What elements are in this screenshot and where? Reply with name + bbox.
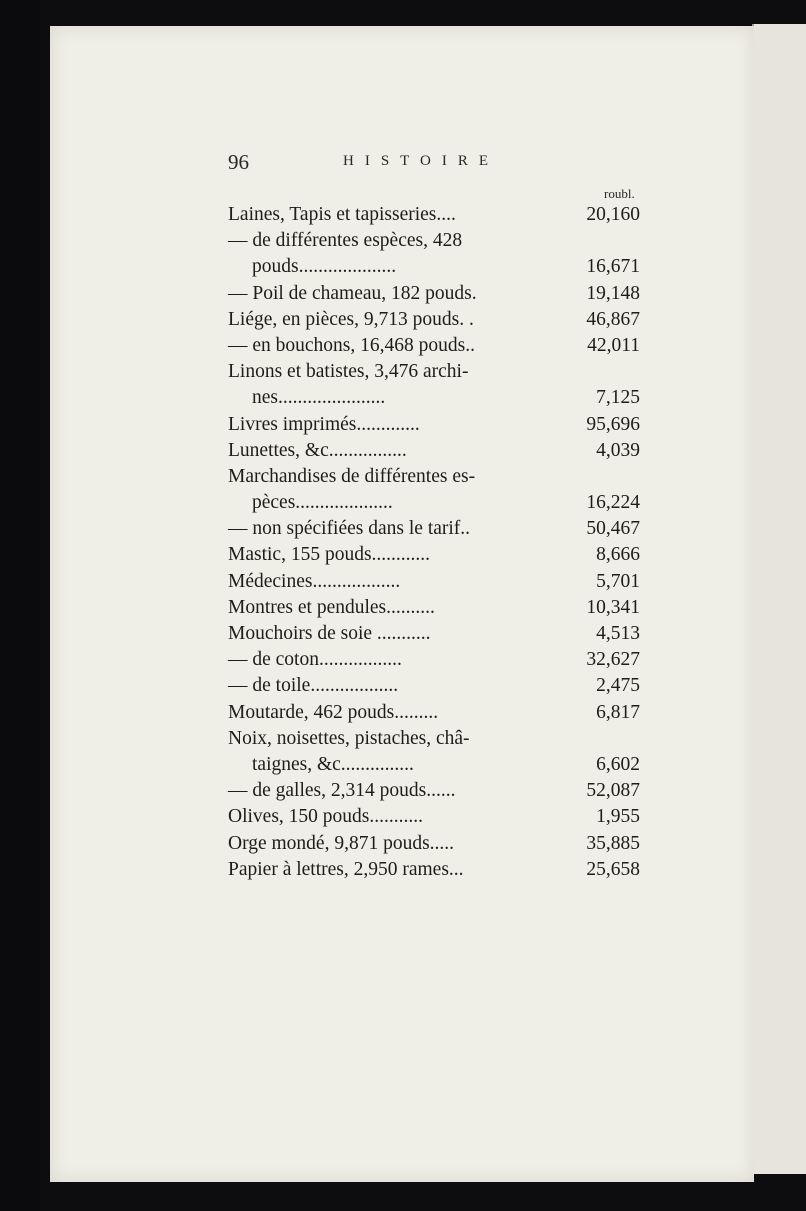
ledger-row: [228, 752, 640, 778]
ledger-row: [228, 700, 640, 726]
ledger-row: [228, 464, 640, 490]
item-description: pouds....................: [252, 256, 397, 278]
item-value: 4,513: [596, 623, 640, 644]
ledger-row: [228, 621, 640, 647]
item-description: Mouchoirs de soie ...........: [228, 623, 431, 644]
ledger-row: [228, 412, 640, 438]
item-description: Linons et batistes, 3,476 archi-: [228, 361, 469, 383]
item-value: 4,039: [596, 439, 640, 461]
ledger-row: [228, 569, 640, 595]
item-description: nes......................: [252, 387, 386, 409]
ledger-row: [228, 254, 640, 280]
item-value: 42,011: [587, 334, 640, 356]
item-description: Marchandises de différentes es-: [228, 465, 476, 487]
item-description: Mastic, 155 pouds............: [228, 544, 431, 566]
item-description: Orge mondé, 9,871 pouds.....: [228, 832, 455, 854]
item-value: 32,627: [586, 649, 640, 671]
ledger-row: [228, 673, 640, 699]
item-description: taignes, &c...............: [252, 753, 414, 775]
ledger-row: [228, 647, 640, 673]
running-head-title: HISTOIRE: [343, 153, 500, 169]
item-description: Noix, noisettes, pistaches, châ-: [228, 727, 470, 749]
item-value: 35,885: [586, 832, 640, 854]
facing-page-edge: [752, 24, 806, 1174]
ledger-row: [228, 228, 640, 254]
item-description: — non spécifiées dans le tarif..: [228, 518, 471, 540]
item-value: 10,341: [586, 596, 640, 618]
item-description: Olives, 150 pouds...........: [228, 806, 423, 828]
ledger-row: [228, 385, 640, 411]
item-value: 6,602: [596, 753, 640, 775]
item-description: — de galles, 2,314 pouds......: [228, 780, 456, 802]
ledger-row: [228, 359, 640, 385]
item-description: Montres et pendules..........: [228, 596, 435, 618]
ledger-row: [228, 307, 640, 333]
ledger-row: [228, 202, 640, 228]
item-value: 95,696: [586, 413, 640, 435]
running-head: [228, 150, 638, 176]
item-value: 5,701: [596, 570, 640, 592]
item-value: 16,671: [586, 256, 640, 278]
item-description: — de différentes espèces, 428: [228, 230, 463, 252]
item-description: — Poil de chameau, 182 pouds.: [228, 282, 477, 304]
item-value: 8,666: [596, 544, 640, 566]
ledger-row: [228, 516, 640, 542]
goods-value-list: [228, 202, 640, 883]
ledger-row: [228, 595, 640, 621]
ledger-row: [228, 831, 640, 857]
ledger-row: [228, 490, 640, 516]
item-description: Médecines..................: [228, 570, 401, 592]
item-value: 1,955: [596, 806, 640, 828]
item-description: — de toile..................: [228, 675, 399, 697]
item-value: 16,224: [586, 492, 640, 514]
item-value: 46,867: [586, 308, 640, 330]
ledger-row: [228, 726, 640, 752]
item-description: Liége, en pièces, 9,713 pouds. .: [228, 308, 474, 330]
item-value: 2,475: [596, 675, 640, 697]
item-description: Laines, Tapis et tapisseries....: [228, 204, 456, 225]
currency-unit-label: roubl.: [604, 186, 635, 201]
ledger-row: [228, 804, 640, 830]
item-description: — en bouchons, 16,468 pouds..: [228, 334, 475, 356]
item-value: 50,467: [586, 518, 640, 540]
page-number: 96: [228, 150, 249, 174]
item-description: pèces....................: [252, 492, 393, 514]
ledger-row: [228, 778, 640, 804]
item-value: 7,125: [596, 387, 640, 409]
book-binding-shadow: [0, 0, 40, 1211]
ledger-row: [228, 857, 640, 883]
item-value: 25,658: [586, 858, 640, 880]
item-description: Livres imprimés.............: [228, 413, 420, 435]
item-description: Moutarde, 462 pouds.........: [228, 701, 439, 723]
item-value: 20,160: [586, 204, 640, 225]
item-value: 19,148: [586, 282, 640, 304]
item-description: Lunettes, &c................: [228, 439, 407, 461]
item-value: 52,087: [586, 780, 640, 802]
ledger-row: [228, 438, 640, 464]
ledger-row: [228, 281, 640, 307]
item-value: 6,817: [596, 701, 640, 723]
ledger-row: [228, 542, 640, 568]
item-description: — de coton.................: [228, 649, 402, 671]
item-description: Papier à lettres, 2,950 rames...: [228, 858, 464, 880]
ledger-row: [228, 333, 640, 359]
